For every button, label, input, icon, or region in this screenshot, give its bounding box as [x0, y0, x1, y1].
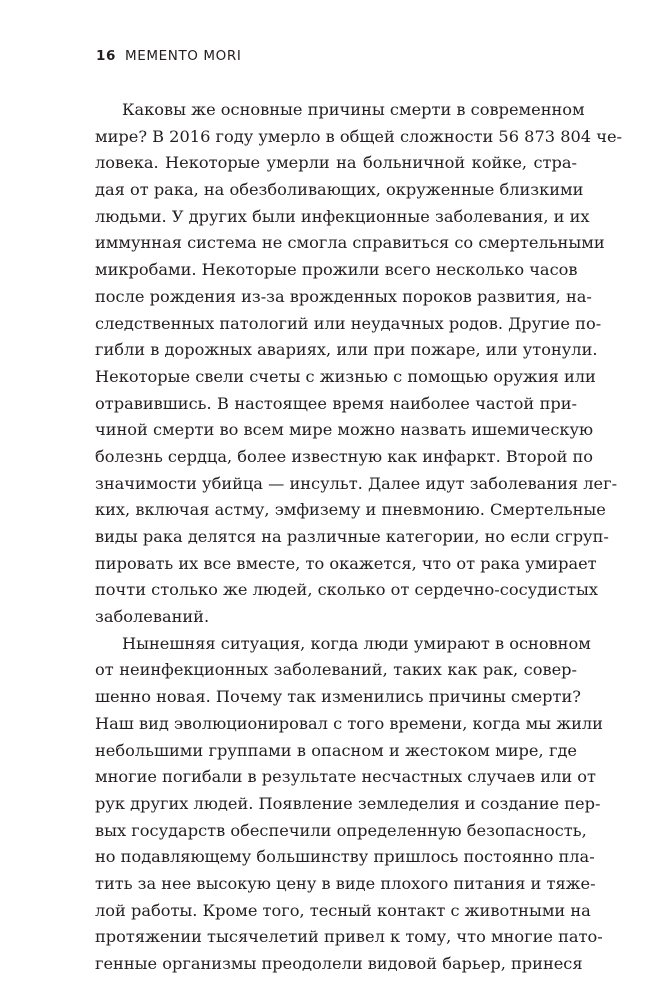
- text-line: после рождения из-за врожденных пороков развития, на-: [95, 286, 592, 306]
- text-line: чиной смерти во всем мире можно назвать ишемическую: [95, 420, 594, 440]
- text-line: пировать их все вместе, то окажется, что от рака умирает: [95, 553, 597, 573]
- text-line: иммунная система не смогла справиться со смертельными: [95, 233, 605, 253]
- text-line: отравившись. В настоящее время наиболее частой при-: [95, 393, 577, 413]
- text-line: Наш вид эволюционировал с того времени, когда мы жили: [95, 713, 603, 733]
- paragraph: [95, 97, 622, 631]
- text-line: виды рака делятся на различные категории, но если сгруп-: [95, 527, 609, 546]
- text-line: заболеваний.: [95, 607, 210, 627]
- text-line: Нынешняя ситуация, когда люди умирают в основном: [122, 633, 591, 653]
- text-line: людьми. У других были инфекционные заболевания, и их: [95, 206, 590, 226]
- paragraph: [95, 631, 603, 978]
- text-line: шенно новая. Почему так изменились причины смерти?: [95, 687, 581, 707]
- text-line: ловека. Некоторые умерли на больничной койке, стра-: [95, 153, 577, 173]
- text-line: следственных патологий или неудачных родов. Другие по-: [95, 313, 602, 333]
- text-line: лой работы. Кроме того, тесный контакт с животными на: [95, 900, 591, 920]
- text-line: Некоторые свели счеты с жизнью с помощью оружия или: [95, 366, 596, 386]
- text-line: вых государств обеспечили определенную безопасность,: [95, 820, 587, 840]
- text-line: протяжении тысячелетий привел к тому, что многие пато-: [95, 927, 603, 947]
- text-line: мире? В 2016 году умерло в общей сложности 56 873 804 че-: [95, 126, 622, 146]
- text-line: болезнь сердца, более известную как инфаркт. Второй по: [95, 446, 594, 466]
- text-line: рук других людей. Появление земледелия и создание пер-: [95, 793, 601, 813]
- text-line: небольшими группами в опасном и жестоком мире, где: [95, 740, 577, 760]
- text-line: значимости убийца — инсульт. Далее идут заболевания лег-: [95, 473, 618, 493]
- text-line: почти столько же людей, сколько от сердечно-сосудистых: [95, 580, 598, 600]
- page-number: 16: [96, 48, 116, 64]
- body-text: [95, 97, 622, 978]
- book-title: MEMENTO MORI: [125, 48, 242, 64]
- text-line: но подавляющему большинству пришлось постоянно пла-: [95, 847, 595, 867]
- running-head: [96, 48, 241, 64]
- text-line: многие погибали в результате несчастных случаев или от: [95, 767, 597, 787]
- text-line: тить за нее высокую цену в виде плохого питания и тяже-: [95, 873, 596, 893]
- text-line: от неинфекционных заболеваний, таких как рак, совер-: [95, 660, 577, 680]
- text-line: генные организмы преодолели видовой барьер, принеся: [95, 954, 583, 973]
- text-line: Каковы же основные причины смерти в современном: [122, 100, 585, 119]
- text-line: ких, включая астму, эмфизему и пневмонию. Смертельные: [95, 500, 606, 520]
- text-line: микробами. Некоторые прожили всего несколько часов: [95, 260, 578, 280]
- text-line: гибли в дорожных авариях, или при пожаре, или утонули.: [95, 340, 598, 360]
- text-line: дая от рака, на обезболивающих, окруженные близкими: [95, 180, 584, 200]
